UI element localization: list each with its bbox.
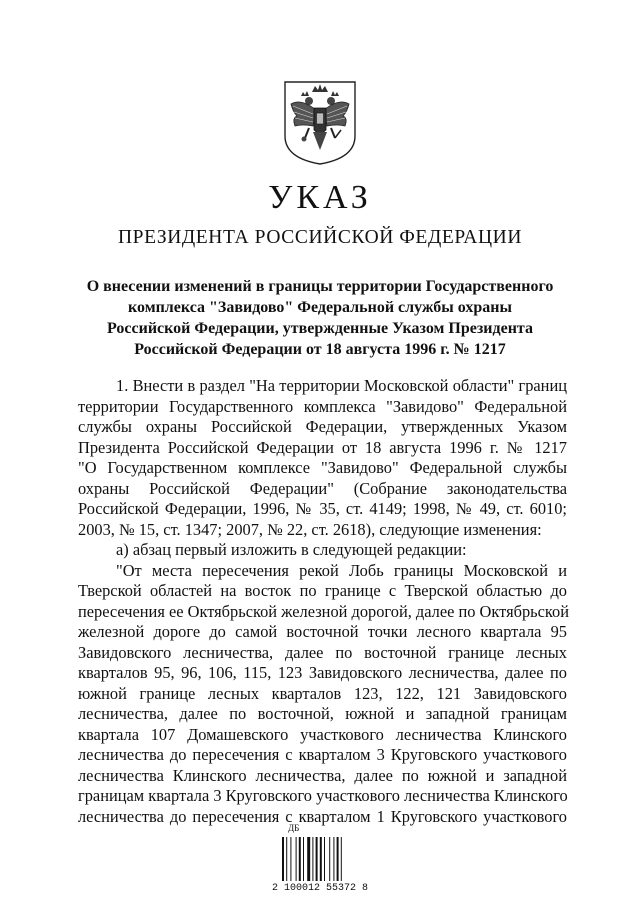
title-line: О внесении изменений в границы территории Государственного bbox=[86, 278, 554, 295]
body-line: Тверской областей на восток по границе с Тверской областью до bbox=[78, 581, 567, 600]
body-line: границам квартала 3 Круговского участкового лесничества Клинского bbox=[78, 786, 568, 805]
body-line: Завидовского лесничества, далее по восточной границе лесных bbox=[78, 642, 567, 662]
title-line: Российской Федерации от 18 августа 1996 г. № 1217 bbox=[134, 341, 506, 358]
body-line: лесничества Клинского лесничества, далее по южной и западной bbox=[78, 765, 567, 785]
title-line: Российской Федерации, утвержденные Указом Президента bbox=[107, 320, 533, 337]
body-line: службы охраны Российской Федерации, утвержденных Указом bbox=[78, 417, 567, 436]
body-line: "От места пересечения рекой Лобь границы Московской и bbox=[116, 560, 567, 580]
body-line: Президента Российской Федерации от 18 августа 1996 г. № 1217 bbox=[78, 437, 567, 457]
title-line: комплекса "Завидово" Федеральной службы охраны bbox=[127, 299, 512, 316]
body-line: 1. Внести в раздел "На территории Московской области" границ bbox=[116, 376, 567, 395]
decree-heading: УКАЗ bbox=[268, 179, 372, 216]
body-line: кварталов 95, 96, 106, 115, 123 Завидовского лесничества, далее по bbox=[78, 663, 567, 682]
body-line: охраны Российской Федерации" (Собрание законодательства bbox=[78, 478, 567, 498]
barcode-number: 2 100012 55372 8 bbox=[271, 883, 368, 894]
body-line: южной границе лесных кварталов 123, 122, 121 Завидовского bbox=[78, 683, 567, 703]
barcode-mark: ДБ bbox=[288, 823, 300, 833]
decree-title bbox=[60, 276, 580, 360]
body-line: лесничества, далее по восточной, южной и западной границам bbox=[78, 704, 567, 723]
body-line: пересечения ее Октябрьской железной дорогой, далее по Октябрьской bbox=[78, 601, 570, 621]
coat-of-arms-icon bbox=[279, 76, 361, 166]
body-line: лесничества до пересечения с кварталом 1 Круговского участкового bbox=[78, 806, 567, 826]
body-line: 2003, № 15, ст. 1347; 2007, № 22, ст. 2618), следующие изменения: bbox=[78, 519, 542, 539]
body-line: а) абзац первый изложить в следующей редакции: bbox=[116, 540, 467, 559]
document-barcode bbox=[260, 823, 380, 894]
decree-body bbox=[78, 376, 570, 827]
barcode-icon bbox=[282, 837, 358, 881]
body-line: территории Государственного комплекса "Завидово" Федеральной bbox=[78, 396, 567, 416]
body-line: квартала 107 Домашевского участкового лесничества Клинского bbox=[78, 724, 567, 744]
body-line: лесничества до пересечения с кварталом 3 Круговского участкового bbox=[78, 745, 567, 764]
body-line: Российской Федерации, 1996, № 35, ст. 4149; 1998, № 49, ст. 6010; bbox=[78, 499, 567, 518]
body-line: железной дороге до самой восточной точки лесного квартала 95 bbox=[78, 622, 567, 641]
decree-subheading: ПРЕЗИДЕНТА РОССИЙСКОЙ ФЕДЕРАЦИИ bbox=[117, 227, 523, 248]
body-line: "О Государственном комплексе "Завидово" Федеральной службы bbox=[78, 458, 567, 477]
